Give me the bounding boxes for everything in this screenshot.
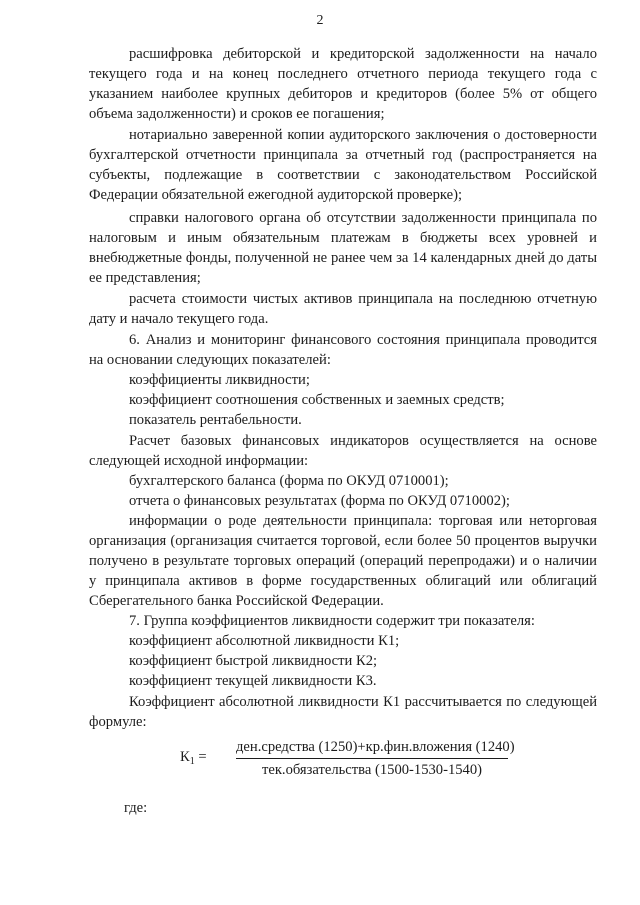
paragraph: Расчет базовых финансовых индикаторов осуществляется на основе следующей исходной информации: <box>89 433 597 469</box>
paragraph: 6. Анализ и мониторинг финансового состояния принципала проводится на основании следующих показателей: <box>89 332 597 368</box>
paragraph: коэффициент быстрой ликвидности К2; <box>129 653 378 669</box>
paragraph: бухгалтерского баланса (форма по ОКУД 0710001); <box>129 473 449 489</box>
page-number: 2 <box>316 13 324 28</box>
where-label: где: <box>124 800 148 816</box>
formula-subscript: 1 <box>189 756 195 767</box>
paragraph: информации о роде деятельности принципала: торговая или неторговая организация (организация считается торговой, если более 50 процентов выручки получено в результате торговых операций (операций перепродажи) и о наличии у принципала активов в форме государственных облигаций или облигаций Сберегательного банка Российской Федерации. <box>89 513 597 609</box>
document-body <box>89 44 597 732</box>
paragraph: нотариально заверенной копии аудиторского заключения о достоверности бухгалтерской отчетности принципала за отчетный год (распространяется на субъекты, подлежащие в соответствии с законодательством Российской Федерации обязательной ежегодной аудиторской проверке); <box>89 127 597 203</box>
liquidity-formula <box>0 737 640 781</box>
paragraph: Коэффициент абсолютной ликвидности К1 рассчитывается по следующей формуле: <box>89 694 597 730</box>
paragraph: показатель рентабельности. <box>129 412 302 428</box>
paragraph: справки налогового органа об отсутствии задолженности принципала по налоговым и иным обязательным платежам в бюджеты всех уровней и внебюджетные фонды, полученной не ранее чем за 14 календарных дней до даты ее представления; <box>89 210 597 286</box>
paragraph: 7. Группа коэффициентов ликвидности содержит три показателя: <box>129 613 535 629</box>
paragraph: расшифровка дебиторской и кредиторской задолженности на начало текущего года и на конец последнего отчетного периода текущего года с указанием наиболее крупных дебиторов и кредиторов (более 5% от общего объема задолженности) и сроков ее погашения; <box>89 46 597 122</box>
paragraph: коэффициент абсолютной ликвидности К1; <box>129 633 400 649</box>
formula-lhs <box>180 749 207 766</box>
paragraph: отчета о финансовых результатах (форма по ОКУД 0710002); <box>129 493 510 509</box>
formula-equals: = <box>198 749 207 765</box>
formula-numerator: ден.средства (1250)+кр.фин.вложения (1240) <box>236 739 515 755</box>
paragraph: расчета стоимости чистых активов принципала на последнюю отчетную дату и начало текущего года. <box>89 291 597 327</box>
paragraph: коэффициент текущей ликвидности К3. <box>129 673 377 689</box>
paragraph: коэффициент соотношения собственных и заемных средств; <box>129 392 505 408</box>
formula-denominator: тек.обязательства (1500-1530-1540) <box>261 762 482 778</box>
formula-symbol: К <box>180 749 190 765</box>
paragraph: коэффициенты ликвидности; <box>129 372 310 388</box>
fraction-bar <box>236 758 508 759</box>
formula-fraction <box>236 737 515 780</box>
